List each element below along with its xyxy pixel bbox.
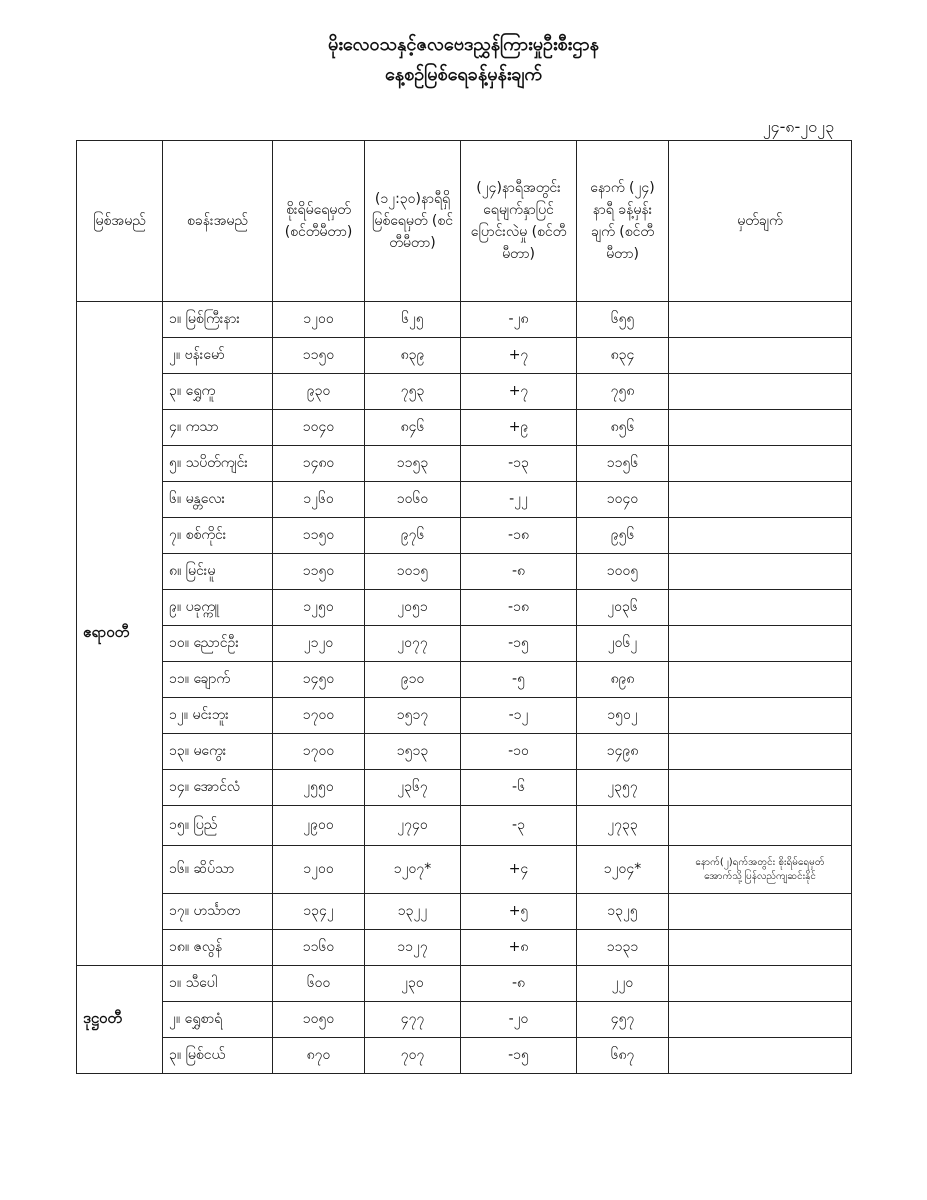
station-name: ၃။ ရွှေကူ (163, 374, 273, 410)
remark-cell (669, 446, 852, 482)
forecast-level: ၄၅၇ (577, 1002, 669, 1038)
forecast-level: ၁၅၀၂ (577, 698, 669, 734)
level-change: -၆ (461, 770, 577, 806)
station-name: ၅။ သပိတ်ကျင်း (163, 446, 273, 482)
station-name: ၁။ မြစ်ကြီးနား (163, 302, 273, 338)
remark-cell: နောက်(၂)ရက်အတွင်း စိုးရိမ်ရေမှတ် အောက်သို့ပြန်လည်ကျဆင်းနိုင် (669, 846, 852, 894)
remark-cell (669, 626, 852, 662)
forecast-level: ၆၅၅ (577, 302, 669, 338)
station-name: ၁၁။ ချောက် (163, 662, 273, 698)
danger-level: ၁၁၅၀ (273, 338, 365, 374)
current-level: ၉၇၆ (365, 518, 461, 554)
table-row (77, 518, 852, 554)
station-name: ၄။ ကသာ (163, 410, 273, 446)
table-row (77, 846, 852, 894)
station-name: ၃။ မြစ်ငယ် (163, 1038, 273, 1074)
station-name: ၁၆။ ဆိပ်သာ (163, 846, 273, 894)
remark-cell (669, 966, 852, 1002)
remark-cell (669, 894, 852, 930)
level-change: +၈ (461, 930, 577, 966)
remark-cell (669, 554, 852, 590)
danger-level: ၁၁၅၀ (273, 518, 365, 554)
current-level: ၁၁၂၇ (365, 930, 461, 966)
danger-level: ၁၀၅၀ (273, 1002, 365, 1038)
station-name: ၈။ မြင်းမူ (163, 554, 273, 590)
remark-cell (669, 698, 852, 734)
current-level: ၁၅၁၃ (365, 734, 461, 770)
forecast-level: ၁၀၀၅ (577, 554, 669, 590)
current-level: ၂၃၀ (365, 966, 461, 1002)
remark-cell (669, 410, 852, 446)
current-level: ၇၅၃ (365, 374, 461, 410)
document-title: မိုးလေဝသနှင့်ဇလဗေဒညွှန်ကြားမှုဦးစီးဌာန (328, 34, 599, 55)
level-change: -၅ (461, 662, 577, 698)
table-row (77, 698, 852, 734)
table-header-row (77, 141, 852, 302)
danger-level: ၁၃၄၂ (273, 894, 365, 930)
danger-level: ၂၉၀၀ (273, 806, 365, 846)
level-change: +၅ (461, 894, 577, 930)
current-level: ၁၃၂၂ (365, 894, 461, 930)
danger-level: ၁၄၈၀ (273, 446, 365, 482)
forecast-level: ၁၄၉၈ (577, 734, 669, 770)
forecast-level: ၂၃၅၇ (577, 770, 669, 806)
forecast-level: ၁၀၄၀ (577, 482, 669, 518)
station-name: ၁၂။ မင်းဘူး (163, 698, 273, 734)
forecast-level: ၁၃၂၅ (577, 894, 669, 930)
level-change: -၁၀ (461, 734, 577, 770)
level-change: +၇ (461, 374, 577, 410)
current-level: ၇၀၇ (365, 1038, 461, 1074)
forecast-level: ၈၉၈ (577, 662, 669, 698)
current-level: ၁၀၁၅ (365, 554, 461, 590)
current-level: ၁၂၀၇* (365, 846, 461, 894)
forecast-level: ၂၀၃၆ (577, 590, 669, 626)
danger-level: ၂၁၂၀ (273, 626, 365, 662)
current-level: ၉၁၀ (365, 662, 461, 698)
table-row (77, 1038, 852, 1074)
level-change: -၂၈ (461, 302, 577, 338)
table-row (77, 734, 852, 770)
forecast-level: ၂၂၀ (577, 966, 669, 1002)
current-level: ၂၀၇၇ (365, 626, 461, 662)
level-change: -၁၈ (461, 590, 577, 626)
level-change: +၇ (461, 338, 577, 374)
remark-cell (669, 302, 852, 338)
danger-level: ၈၇၀ (273, 1038, 365, 1074)
header-danger-level: စိုးရိမ်ရေမှတ် (စင်တီမီတာ) (273, 141, 365, 302)
danger-level: ၉၃၀ (273, 374, 365, 410)
level-change: -၁၂ (461, 698, 577, 734)
table-row (77, 626, 852, 662)
table-row (77, 302, 852, 338)
station-name: ၁၄။ အောင်လံ (163, 770, 273, 806)
danger-level: ၁၀၄၀ (273, 410, 365, 446)
forecast-level: ၁၁၃၁ (577, 930, 669, 966)
remark-cell (669, 930, 852, 966)
level-change: +၉ (461, 410, 577, 446)
danger-level: ၁၁၆၀ (273, 930, 365, 966)
remark-cell (669, 806, 852, 846)
table-row (77, 930, 852, 966)
level-change: -၁၅ (461, 626, 577, 662)
forecast-level: ၆၈၇ (577, 1038, 669, 1074)
remark-cell (669, 770, 852, 806)
current-level: ၁၁၅၃ (365, 446, 461, 482)
header-remark: မှတ်ချက် (669, 141, 852, 302)
remark-cell (669, 338, 852, 374)
header-station: စခန်းအမည် (163, 141, 273, 302)
forecast-level: ၉၅၆ (577, 518, 669, 554)
station-name: ၁၃။ မကွေး (163, 734, 273, 770)
station-name: ၁၅။ ပြည် (163, 806, 273, 846)
table-row (77, 662, 852, 698)
current-level: ၄၇၇ (365, 1002, 461, 1038)
station-name: ၉။ ပခုက္ကူ (163, 590, 273, 626)
danger-level: ၁၇၀၀ (273, 698, 365, 734)
header-forecast: နောက် (၂၄) နာရီ ခန့်မှန်းချက် (စင်တီမီတာ) (577, 141, 669, 302)
level-change: -၃ (461, 806, 577, 846)
current-level: ၂၇၄၀ (365, 806, 461, 846)
station-name: ၆။ မန္တလေး (163, 482, 273, 518)
current-level: ၈၄၆ (365, 410, 461, 446)
level-change: -၁၈ (461, 518, 577, 554)
current-level: ၈၃၉ (365, 338, 461, 374)
table-row (77, 338, 852, 374)
remark-cell (669, 1002, 852, 1038)
station-name: ၁၈။ ဇလွန် (163, 930, 273, 966)
remark-cell (669, 1038, 852, 1074)
table-row (77, 482, 852, 518)
remark-cell (669, 662, 852, 698)
forecast-level: ၁၂၀၄* (577, 846, 669, 894)
table-row (77, 374, 852, 410)
level-change: -၁၅ (461, 1038, 577, 1074)
current-level: ၂၃၆၇ (365, 770, 461, 806)
forecast-level: ၈၃၄ (577, 338, 669, 374)
current-level: ၆၂၅ (365, 302, 461, 338)
danger-level: ၁၂၀၀ (273, 302, 365, 338)
river-name: ဒုဋ္ဌဝတီ (77, 966, 163, 1074)
remark-cell (669, 590, 852, 626)
station-name: ၂။ ရွှေစာရံ (163, 1002, 273, 1038)
danger-level: ၁၂၅၀ (273, 590, 365, 626)
header-current-level: (၁၂:၃၀)နာရီရှိ မြစ်ရေမှတ် (စင်တီမီတာ) (365, 141, 461, 302)
river-level-table (76, 140, 852, 1074)
danger-level: ၂၅၅၀ (273, 770, 365, 806)
remark-cell (669, 374, 852, 410)
table-row (77, 446, 852, 482)
table-row (77, 554, 852, 590)
forecast-level: ၇၅၈ (577, 374, 669, 410)
station-name: ၁၇။ ဟင်္သာတ (163, 894, 273, 930)
current-level: ၁၅၁၇ (365, 698, 461, 734)
forecast-level: ၁၁၅၆ (577, 446, 669, 482)
station-name: ၂။ ဗန်းမော် (163, 338, 273, 374)
forecast-level: ၂၇၃၃ (577, 806, 669, 846)
level-change: -၁၃ (461, 446, 577, 482)
level-change: -၈ (461, 554, 577, 590)
report-date: ၂၄-၈-၂၀၂၃ (762, 117, 834, 136)
table-row (77, 806, 852, 846)
table-body (77, 302, 852, 1074)
forecast-level: ၈၅၆ (577, 410, 669, 446)
document-subtitle: နေ့စဉ်မြစ်ရေခန့်မှန်းချက် (385, 64, 542, 85)
table-row (77, 590, 852, 626)
danger-level: ၁၁၅၀ (273, 554, 365, 590)
level-change: -၈ (461, 966, 577, 1002)
danger-level: ၆၀၀ (273, 966, 365, 1002)
danger-level: ၁၂၆၀ (273, 482, 365, 518)
table-row (77, 894, 852, 930)
station-name: ၁၀။ ညောင်ဦး (163, 626, 273, 662)
level-change: -၂၀ (461, 1002, 577, 1038)
header-river: မြစ်အမည် (77, 141, 163, 302)
forecast-level: ၂၀၆၂ (577, 626, 669, 662)
remark-cell (669, 734, 852, 770)
station-name: ၇။ စစ်ကိုင်း (163, 518, 273, 554)
current-level: ၁၀၆၀ (365, 482, 461, 518)
table-row (77, 770, 852, 806)
table-row (77, 1002, 852, 1038)
station-name: ၁။ သီပေါ (163, 966, 273, 1002)
header-change: (၂၄)နာရီအတွင်း ရေမျက်နှာပြင် ပြောင်းလဲမှု (စင်တီမီတာ) (461, 141, 577, 302)
danger-level: ၁၇၀၀ (273, 734, 365, 770)
danger-level: ၁၄၅၀ (273, 662, 365, 698)
table-row (77, 966, 852, 1002)
current-level: ၂၀၅၁ (365, 590, 461, 626)
remark-cell (669, 518, 852, 554)
level-change: +၄ (461, 846, 577, 894)
table-row (77, 410, 852, 446)
danger-level: ၁၂၀၀ (273, 846, 365, 894)
river-name: ဧရာဝတီ (77, 302, 163, 966)
level-change: -၂၂ (461, 482, 577, 518)
remark-cell (669, 482, 852, 518)
